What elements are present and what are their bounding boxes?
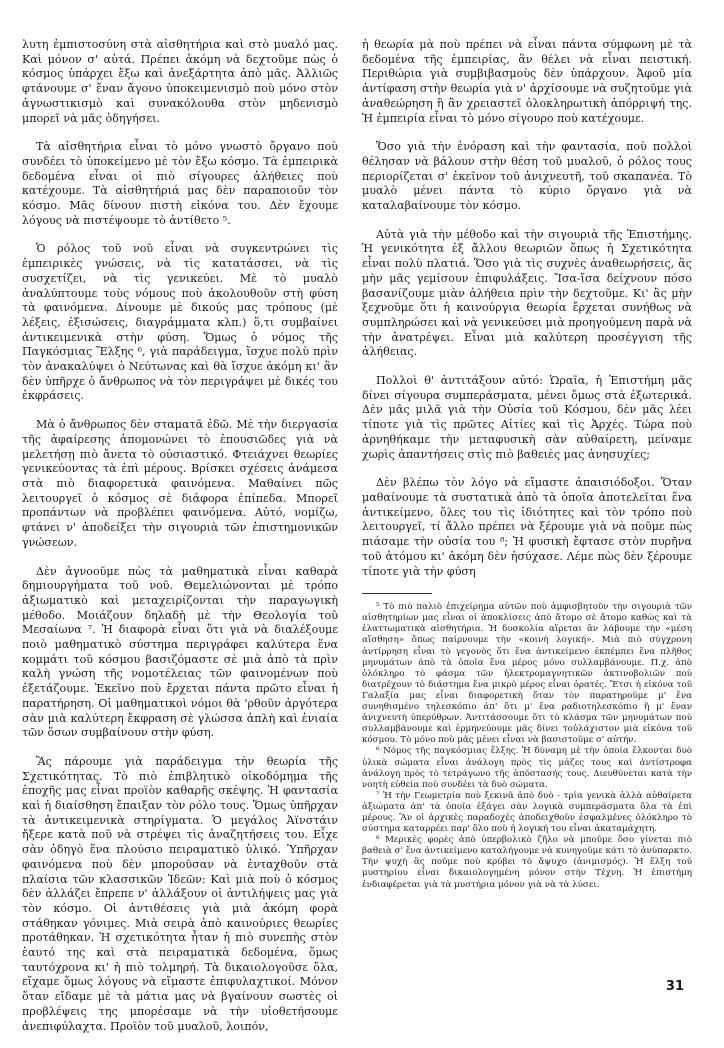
paragraph: Δὲν βλέπω τὸν λόγο νὰ εἴμαστε ἀπαισιόδοξοι. Ὅταν μαθαίνουμε τὰ συστατικὰ ἀπὸ τὰ ὁποῖα ἀποτελεῖται ἕνα ἀντικείμενο, ὅλες του τὶς ἰδιότητες καὶ τὸν τρόπο ποὺ λειτουργεῖ, τί ἄλλο πρέπει νὰ ξέρουμε γιὰ νὰ ποῦμε πὼς πιάσαμε τὴν οὐσία του ⁸; Ἡ φυσικὴ ἔφτασε στὸν πυρῆνα τοῦ ἀτόμου κι' ἀκόμη δὲν ἡσύχασε. Λέμε πὼς δὲν ξέρουμε τίποτε γιὰ τὴν φύση	[362, 476, 692, 578]
footnote-divider	[362, 593, 432, 594]
paragraph: Ἂς πάρουμε γιὰ παράδειγμα τὴν θεωρία τῆς Σχετικότητας. Τὸ πιὸ ἐπιβλητικὸ οἰκοδόμημα τῆς ἐποχῆς μας εἶναι προϊὸν καθαρῆς σκέψης. Ἡ φαντασία καὶ ἡ διαίσθηση ἔπαιξαν τὸν ρόλο τους. Ὅμως ὑπῆρχαν τὰ ἀντικειμενικὰ στηρίγματα. Ὁ μεγάλος Ἀϊνστάιν ἤξερε κατὰ ποῦ νὰ στρέψει τὶς ἀναζητήσεις του. Εἶχε σὰν ὁδηγὸ ἕνα πλούσιο πειραματικὸ ὑλικό. Ὑπῆρχαν φαινόμενα ποὺ δὲν μποροῦσαν νὰ ἐνταχθοῦν στὰ πλαίσια τῶν κλασσικῶν Ἰδεῶν: Καὶ μιὰ ποὺ ὁ κόσμος δὲν ἀλλάζει ἔπρεπε ν' ἀλλάξουν οἱ ἀντιλήψεις μας γιὰ τὸν κόσμο. Οἱ ἀντιθέσεις γιὰ μιὰ ἀκόμη φορὰ στάθηκαν γόνιμες. Μιὰ σειρὰ ἀπὸ καινούριες θεωρίες προτάθηκαν. Ἡ σχετικότητα ἦταν ἡ πιὸ συνεπὴς στὸν ἑαυτό της καὶ στὰ πειραματικὰ δεδομένα, ὅμως ταυτόχρονα κι' ἡ πιὸ τολμηρή. Τὰ δικαιολογοῦσε ὅλα, εἴχαμε ὅμως λόγους νὰ εἴμαστε ἐπιφυλαχτικοί. Μόνον ὅταν εἴδαμε μὲ τὰ μάτια μας νὰ βγαίνουν σωστὲς οἱ προβλέψεις της μπορέσαμε νὰ τὴν υἱοθετήσουμε ἀνεπιφύλαχτα. Προϊὸν τοῦ μυαλοῦ, λοιπόν,	[22, 754, 338, 1033]
paragraph: Πολλοὶ θ' ἀντιτάξουν αὐτό: Ὡραῖα, ἡ Ἐπιστήμη μᾶς δίνει σίγουρα συμπεράσματα, μένει ὅμως στὰ ἐξωτερικά. Δὲν μᾶς μιλᾶ γιὰ τὴν Οὐσία τοῦ Κόσμου, δὲν μᾶς λέει τίποτε γιὰ τὶς πρῶτες Αἰτίες καὶ τὶς Ἀρχές. Τώρα ποὺ ἀρνηθήκαμε τὴν μεταφυσικὴ σὰν αὐθαίρετη, μείναμε χωρὶς ἀπαντήσεις στὶς πιὸ βαθειὲς μας ἀνησυχίες;	[362, 374, 692, 461]
left-column	[22, 38, 338, 1048]
paragraph: Ὅσο γιὰ τὴν ἐνόραση καὶ τὴν φαντασία, ποὺ πολλοὶ θέλησαν νὰ βάλουν στὴν θέση τοῦ μυαλοῦ, ὁ ρόλος τους περιορίζεται σ' ἐκεῖνον τοῦ ἀνιχνευτῆ, τοῦ σκαπανέα. Τὸ μυαλὸ μένει πάντα τὸ κύριο ὄργανο γιὰ νὰ καταλαβαίνουμε τὸν κόσμο.	[362, 140, 692, 213]
footnote: ⁵ Τὸ πιὸ παλιὸ ἐπιχείρημα αὐτῶν ποὺ ἀμφισβητοῦν τὴν σιγουριὰ τῶν αἰσθητηρίων μας εἶναι οἱ ἀποκλίσεις ἀπὸ ἄτομο σὲ ἄτομο καθὼς καὶ τὰ ἐλαττωματικὰ αἰσθητήρια. Ἡ δυσκολία αἴρεται ἂν λάβουμε τὴν «μέση αἴσθηση» ὅπως παίρνουμε τὴν «κοινὴ λογική». Μιὰ πιὸ σύγχρονη ἀντίρρηση εἶναι τὸ γεγονὸς ὅτι ἕνα ἀντικείμενο ἐκπέμπει ἕνα πλῆθος μηνυμάτων ἀπὸ τὰ ὁποῖα ἕνα μέρος μόνο συλλαμβάνουμε. Π.χ. ἀπὸ ὁλόκληρο τὸ φάσμα τῶν ἠλεκτρομαγνητικῶν ἀκτινοβολιῶν ποὺ διατρέχουν τὸ διάστημα ἕνα μικρὸ μέρος εἶναι ὁρατές. Ἔτσι ἡ εἰκόνα τοῦ Γαλαξία μας εἶναι διαφορετικὴ ὅταν τὸν παρατηροῦμε μ' ἕνα συνηθισμένο τηλεσκόπιο ἀπ' ὅτι μ' ἕνα ραδιοτηλεσκόπιο ἢ μ' ἕναν ἀνιχνευτὴ ὑπερύθρων. Ἀντιτάσσουμε ὅτι τὸ κλάσμα τῶν μηνυμάτων ποὺ συλλαμβάνουμε καὶ ἑρμηνεύουμε μᾶς δίνει τοὐλάχιστον μιὰ εἰκόνα τοῦ κόσμου. Τὸ μόνο ποὺ μᾶς μένει εἶναι νὰ βασιστοῦμε σ' αὐτήν.	[362, 602, 692, 746]
paragraph: Δὲν ἀγνοοῦμε πὼς τὰ μαθηματικὰ εἶναι καθαρὰ δημιουργήματα τοῦ νοῦ. Θεμελιώνονται μὲ τρόπο ἀξιωματικὸ καὶ μεταχειρίζονται τὴν παραγωγικὴ μέθοδο. Μοιάζουν δηλαδὴ μὲ τὴν Θεολογία τοῦ Μεσαίωνα ⁷. Ἡ διαφορὰ εἶναι ὅτι γιὰ νὰ διαλέξουμε ποιὸ μαθηματικὸ σύστημα περιγράφει καλύτερα ἕνα κομμάτι τοῦ κόσμου βασιζόμαστε σὲ μιὰ ἀπὸ τὰ πρὶν καλὴ γνώση τῆς νομοτέλειας τῶν φαινομένων ποὺ ἐξετάζουμε. Ἐκεῖνο ποὺ ἔρχεται πάντα πρῶτο εἶναι ἡ παρατήρηση. Οἱ μαθηματικοὶ νόμοι θὰ 'ρθοῦν ἀργότερα σὰν μιὰ καλύτερη ἔκφραση σὲ γλώσσα ἁπλὴ καὶ ἑνιαία τῶν ὅσων συμβαίνουν στὴν φύση.	[22, 564, 338, 740]
paragraph: Μὰ ὁ ἄνθρωπος δὲν σταματᾶ ἐδῶ. Μὲ τὴν διεργασία τῆς ἀφαίρεσης ἀπομονώνει τὸ ἐπουσιῶδες γιὰ νὰ μελετήσῃ πιὸ ἄνετα τὸ οὐσιαστικό. Φτειάχνει θεωρίες γενικεύοντας τὰ ἐπὶ μέρους. Βρίσκει σχέσεις ἀνάμεσα στὰ πιὸ διαφορετικὰ φαινόμενα. Μαθαίνει πῶς λειτουργεῖ ὁ κόσμος σὲ διάφορα ἐπίπεδα. Μπορεῖ προπάντων νὰ προβλέπει φαινόμενα. Αὐτό, νομίζω, φτάνει ν' ἀποδείξει τὴν σιγουριὰ τῶν ἐπιστημονικῶν γνώσεων.	[22, 418, 338, 549]
right-column	[362, 38, 692, 891]
paragraph: ἡ θεωρία μὰ ποὺ πρέπει νὰ εἶναι πάντα σύμφωνη μὲ τὰ δεδομένα τῆς ἐμπειρίας, ἂν θέλει νὰ εἶναι πειστική. Περιθώρια γιὰ συμβιβασμοὺς δὲν ὑπάρχουν. Ἀφοῦ μία ἀντίφαση στὴν θεωρία γιὰ ν' ἀρχίσουμε νὰ συζητοῦμε γιὰ ἀναθεώρηση ἢ ἂν χρειαστεῖ ὁλοκληρωτικὴ ἀπόρριψή της. Ἡ ἐμπειρία εἶναι τὸ μόνο σίγουρο ποὺ κατέχουμε.	[362, 38, 692, 125]
paragraph: Τὰ αἰσθητήρια εἶναι τὸ μόνο γνωστὸ ὄργανο ποὺ συνδέει τὸ ὑποκείμενο μὲ τὸν ἔξω κόσμο. Τὰ ἐμπειρικὰ δεδομένα εἶναι οἱ πιὸ σίγουρες ἀλήθειες ποὺ κατέχουμε. Τὰ αἰσθητήριά μας δὲν παραποιοῦν τὸν κόσμο. Μᾶς δίνουν πιστὴ εἰκόνα του. Δὲν ἔχουμε λόγους νὰ πιστέψουμε τὸ ἀντίθετο ⁵.	[22, 140, 338, 227]
footnote: ⁷ Ἡ τὴν Γεωμετρία ποὺ ξεκινᾶ ἀπὸ δυὸ - τρία γενικὰ ἀλλὰ αὐθαίρετα ἀξιώματα ἀπ' τὰ ὁποῖα ἐξάγει σὰν λογικὰ συμπεράσματα ὅλα τὰ ἐπὶ μέρους. Ἂν οἱ ἀρχικὲς παραδοχὲς ἀποδειχθοῦν ἐσφαλμένες ὁλόκληρο τὸ σύστημα καταρρέει παρ' ὅλο ποὺ ἡ λογική του εἶναι ἀκαταμάχητη.	[362, 790, 692, 835]
paragraph: Αὐτὰ γιὰ τὴν μέθοδο καὶ τὴν σιγουριὰ τῆς Ἐπιστήμης. Ἡ γενικότητα ἐξ ἄλλου θεωριῶν ὅπως ἡ Σχετικότητα εἶναι πολὺ πλατιά. Ὅσο γιὰ τὶς συχνὲς ἀναθεωρήσεις, ἂς μὴν μᾶς γεμίσουν ἐπιφυλάξεις. Ἴσα-ἴσα δείχνουν πόσο βασανίζουμε μιὰν ἀλήθεια πρὶν τὴν δεχτοῦμε. Κι' ἂς μὴν ξεχνοῦμε ὅτι ἡ καινούργια θεωρία ἔρχεται συνήθως νὰ συμπληρώσει καὶ νὰ γενικεύσει μιὰ προηγούμενη παρὰ νὰ τὴν ἀνατρέψει. Εἶναι μιὰ καλύτερη προσέγγιση τῆς ἀλήθειας.	[362, 227, 692, 359]
footnote: ⁶ Νόμος τῆς παγκόσμιας ἕλξης. Ἡ δύναμη μὲ τὴν ὁποία ἕλκονται δυὸ ὑλικὰ σώματα εἶναι ἀνάλογη πρὸς τὶς μάζες τους καὶ ἀντίστροφα ἀνάλογη πρὸς τὸ τετράγωνο τῆς ἀπόστασής τους. Διευθύνεται κατὰ τὴν νοητὴ εὐθεία ποὺ συνδέει τὰ δυὸ σώματα.	[362, 746, 692, 790]
paragraph: Ὁ ρόλος τοῦ νοῦ εἶναι νὰ συγκεντρώνει τὶς ἐμπειρικὲς γνώσεις, νὰ τὶς κατατάσσει, νὰ τὶς συσχετίζει, νὰ τὶς γενικεύει. Μὲ τὸ μυαλὸ ἀναλύπτουμε τοὺς νόμους ποὺ ἀκολουθοῦν στὴ φύση τὰ φαινόμενα. Δίνουμε μὲ δικούς μας τρόπους (μὲ λέξεις, ἐξισώσεις, διαγράμματα κλπ.) ὅ,τι συμβαίνει ἀντικειμενικὰ στὴν φύση. Ὅμως ὁ νόμος τῆς Παγκόσμιας Ἕλξης ⁶, γιὰ παράδειγμα, ἴσχυε πολὺ πρὶν τὸν ἀνακαλύψει ὁ Νεύτωνας καὶ θὰ ἴσχυε ἀκόμη κι' ἂν δὲν ὑπῆρχε ὁ ἄνθρωπος νὰ τὸν περιγράψει μὲ δικές του ἐκφράσεις.	[22, 242, 338, 403]
footnote: ⁸ Μερικὲς φορὲς ἀπὸ ὑπερβολικὸ ζῆλο νὰ μποῦμε ὅσο γίνεται πιὸ βαθειὰ σ' ἕνα ἀντικείμενο καταλήγουμε νὰ κυνηγοῦμε κάτι τὸ ἀνύπαρκτο. Τὴν ψυχὴ ἂς ποῦμε ποὺ κρύβει τὸ ἄψυχο (ἀνιμισμός). Ἡ ἕλξη τοῦ μυστηρίου εἶναι δικαιολογημένη μόνον στὴν Τέχνη. Ἡ ἐπιστήμη ἐνδιαφέρεται γιὰ τὰ μυστήρια μόνον γιὰ νὰ τὰ λύσει.	[362, 835, 692, 890]
paragraph: λυτη ἐμπιστοσύνη στὰ αἰσθητήρια καὶ στὸ μυαλό μας. Καὶ μόνον σ' αὐτά. Πρέπει ἀκόμη νὰ δεχτοῦμε πὼς ὁ κόσμος ὑπάρχει ἔξω καὶ ἀνεξάρτητα ἀπὸ μᾶς. Ἀλλιῶς φτάνουμε σ' ἕναν ἄγονο ὑποκειμενισμὸ ποὺ μόνο στὸν ἀγνωστικισμὸ καὶ συνακόλουθα στὸν μηδενισμὸ μπορεῖ νὰ μᾶς ὁδηγήσει.	[22, 38, 338, 125]
page-number: 31	[665, 979, 684, 994]
